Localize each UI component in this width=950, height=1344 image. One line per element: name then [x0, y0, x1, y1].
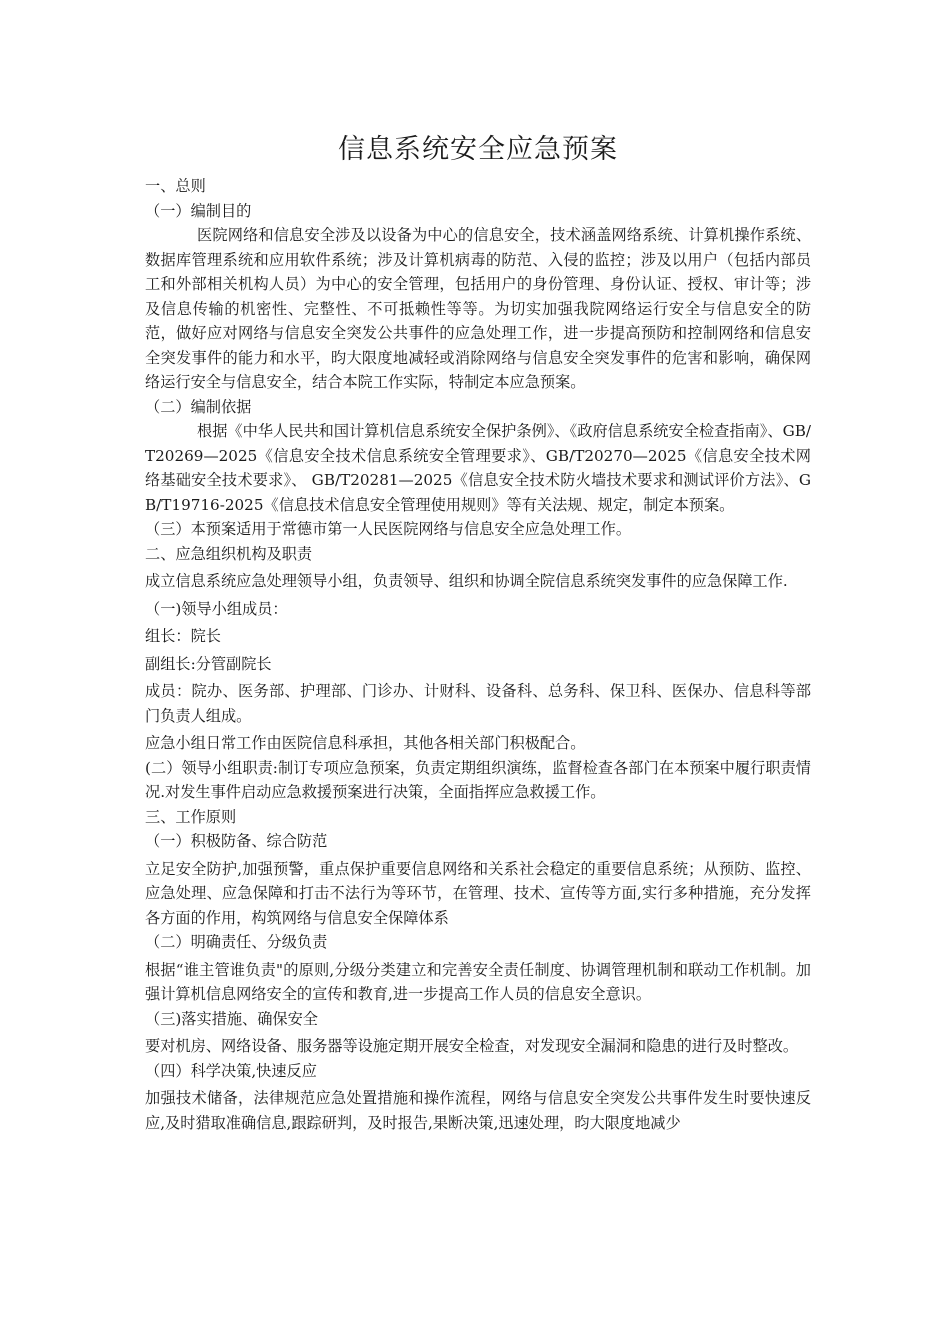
paragraph: （二）编制依据	[145, 397, 252, 416]
paragraph-list	[145, 174, 811, 1135]
paragraph: 三、工作原则	[145, 807, 237, 826]
paragraph: 组长：院长	[145, 627, 221, 645]
paragraph: 要对机房、网络设备、服务器等设施定期开展安全检查，对发现安全漏洞和隐患的进行及时整改。	[145, 1037, 799, 1055]
paragraph: （一）编制目的	[145, 201, 252, 220]
paragraph: 根据《中华人民共和国计算机信息系统安全保护条例》、《政府信息系统安全检查指南》、GB/T20269—2025《信息安全技术信息系统安全管理要求》、GB/T20270—2025《信息安全技术网络基础安全技术要求》、 GB/T20281—2025《信息安全技术防火墙技术要求和测试评价方法》、GB/T19716-2025《信息技术信息安全管理使用规则》等有关法规、规定，制定本预案。	[145, 422, 811, 514]
paragraph: （一)领导小组成员：	[145, 599, 288, 618]
paragraph: 医院网络和信息安全涉及以设备为中心的信息安全，技术涵盖网络系统、计算机操作系统、数据库管理系统和应用软件系统；涉及计算机病毒的防范、入侵的监控；涉及以用户（包括内部员工和外部相关机构人员）为中心的安全管理，包括用户的身份管理、身份认证、授权、审计等；涉及信息传输的机密性、完整性、不可抵赖性等等。为切实加强我院网络运行安全与信息安全的防范，做好应对网络与信息安全突发公共事件的应急处理工作，进一步提高预防和控制网络和信息安全突发事件的能力和水平，昀大限度地减轻或消除网络与信息安全突发事件的危害和影响，确保网络运行安全与信息安全，结合本院工作实际，特制定本应急预案。	[145, 226, 811, 391]
paragraph: 成员：院办、医务部、护理部、门诊办、计财科、设备科、总务科、保卫科、医保办、信息科等部门负责人组成。	[145, 682, 811, 725]
paragraph: 成立信息系统应急处理领导小组，负责领导、组织和协调全院信息系统突发事件的应急保障工作.	[145, 572, 788, 590]
document-title: 信息系统安全应急预案	[338, 134, 618, 165]
paragraph: 副组长:分管副院长	[145, 654, 272, 673]
paragraph: （二）明确责任、分级负责	[145, 933, 328, 951]
paragraph: 立足安全防护,加强预警，重点保护重要信息网络和关系社会稳定的重要信息系统；从预防、监控、应急处理、应急保障和打击不法行为等环节，在管理、技术、宣传等方面,实行多种措施，充分发挥各方面的作用，构筑网络与信息安全保障体系	[145, 859, 811, 927]
paragraph: （三）本预案适用于常德市第一人民医院网络与信息安全应急处理工作。	[145, 520, 631, 538]
paragraph: 应急小组日常工作由医院信息科承担，其他各相关部门积极配合。	[145, 734, 586, 752]
document-body	[145, 128, 811, 1135]
paragraph: （一）积极防备、综合防范	[145, 832, 328, 850]
paragraph: 根据“谁主管谁负责"的原则,分级分类建立和完善安全责任制度、协调管理机制和联动工作机制。加强计算机信息网络安全的宣传和教育,进一步提高工作人员的信息安全意识。	[145, 960, 811, 1003]
paragraph: （四）科学决策,快速反应	[145, 1061, 317, 1080]
paragraph: 二、应急组织机构及职责	[145, 544, 313, 563]
paragraph: 一、总则	[145, 177, 206, 195]
paragraph: 加强技术储备，法律规范应急处置措施和操作流程，网络与信息安全突发公共事件发生时要快速反应,及时猎取准确信息,跟踪研判，及时报告,果断决策,迅速处理，昀大限度地减少	[145, 1089, 811, 1132]
paragraph: (二）领导小组职责:制订专项应急预案，负责定期组织演练，监督检查各部门在本预案中履行职责情况.对发生事件启动应急救援预案进行决策，全面指挥应急救援工作。	[145, 758, 811, 801]
paragraph: （三)落实措施、确保安全	[145, 1009, 318, 1028]
